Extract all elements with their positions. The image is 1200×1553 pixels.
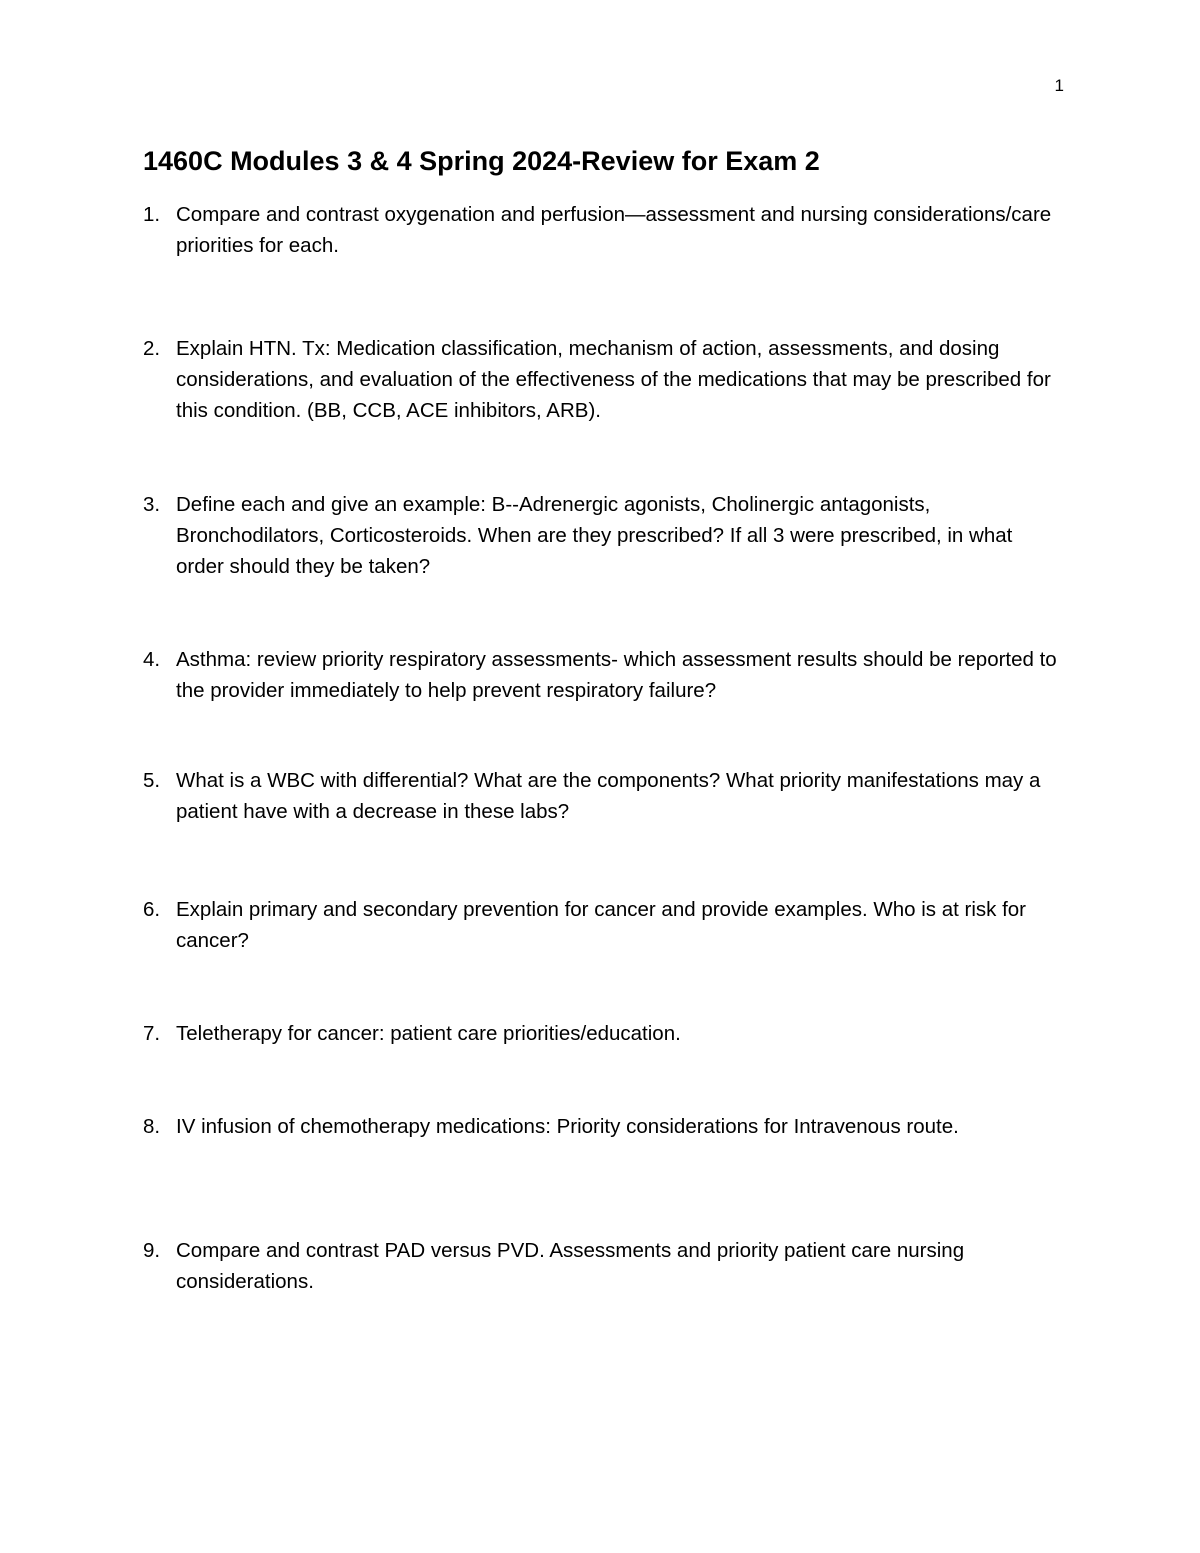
question-item — [143, 489, 1063, 582]
question-item — [143, 1235, 1063, 1297]
question-text: Explain primary and secondary prevention for cancer and provide examples. Who is at risk for cancer? — [176, 898, 1027, 952]
question-number: 3. — [143, 493, 161, 516]
page-number: 1 — [1054, 76, 1064, 95]
question-number: 6. — [143, 898, 161, 921]
question-number: 9. — [143, 1239, 161, 1262]
document-title: 1460C Modules 3 & 4 Spring 2024-Review for Exam 2 — [143, 146, 820, 176]
question-text: Asthma: review priority respiratory assessments- which assessment results should be reported to the provider immediately to help prevent respiratory failure? — [176, 648, 1057, 702]
question-text: What is a WBC with differential? What are the components? What priority manifestations may a patient have with a decrease in these labs? — [176, 769, 1041, 823]
question-item — [143, 1018, 1063, 1049]
question-number: 7. — [143, 1022, 161, 1045]
question-item — [143, 199, 1063, 261]
question-number: 2. — [143, 337, 161, 360]
question-item — [143, 765, 1063, 827]
question-number: 5. — [143, 769, 161, 792]
question-number: 4. — [143, 648, 161, 671]
question-number: 8. — [143, 1115, 161, 1138]
question-text: Compare and contrast oxygenation and perfusion—assessment and nursing considerations/care priorities for each. — [176, 203, 1052, 257]
question-text: Teletherapy for cancer: patient care priorities/education. — [176, 1022, 681, 1045]
question-item — [143, 1111, 1063, 1142]
question-item — [143, 333, 1063, 426]
question-text: Define each and give an example: B--Adrenergic agonists, Cholinergic antagonists, Bronchodilators, Corticosteroids. When are they prescribed? If all 3 were prescribed, in what order should they be taken? — [176, 493, 1013, 578]
question-number: 1. — [143, 203, 161, 226]
question-item — [143, 644, 1063, 706]
question-item — [143, 894, 1063, 956]
question-text: Explain HTN. Tx: Medication classification, mechanism of action, assessments, and dosing considerations, and evaluation of the effectiveness of the medications that may be prescribed for this condition. (BB, CCB, ACE inhibitors, ARB). — [176, 337, 1051, 422]
question-text: IV infusion of chemotherapy medications: Priority considerations for Intravenous route. — [176, 1115, 959, 1138]
question-text: Compare and contrast PAD versus PVD. Assessments and priority patient care nursing considerations. — [176, 1239, 965, 1293]
